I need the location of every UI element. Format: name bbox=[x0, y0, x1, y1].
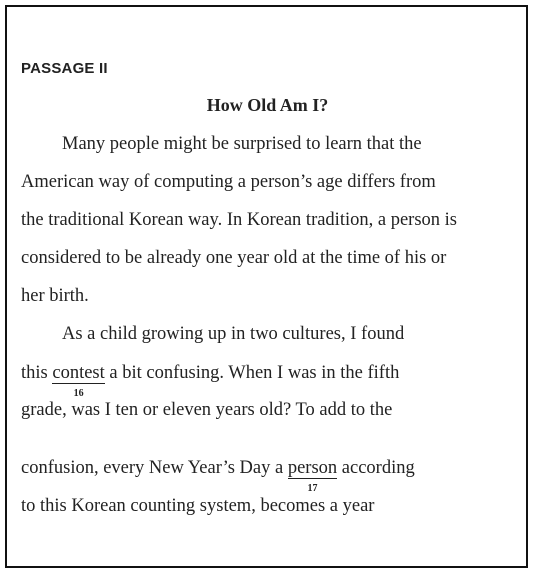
underlined-word-16-text: contest bbox=[52, 363, 105, 383]
line-9-after: according bbox=[337, 458, 415, 478]
passage-line-10: to this Korean counting system, becomes a year bbox=[21, 496, 375, 516]
passage-title: How Old Am I? bbox=[206, 95, 329, 115]
line-7-before: this bbox=[21, 363, 53, 383]
underlined-word-17[interactable] bbox=[287, 458, 338, 494]
question-number-17: 17 bbox=[307, 483, 318, 494]
passage-line-6: As a child growing up in two cultures, I found bbox=[62, 324, 405, 344]
passage-line-7 bbox=[21, 363, 400, 399]
passage-line-5: her birth. bbox=[21, 286, 89, 306]
line-9-before: confusion, every New Year’s Day a bbox=[21, 458, 288, 478]
passage-line-2: American way of computing a person’s age differs from bbox=[21, 172, 436, 192]
underlined-word-17-text: person bbox=[287, 458, 338, 478]
line-7-after: a bit confusing. When I was in the fifth bbox=[104, 363, 400, 383]
passage-label: PASSAGE II bbox=[21, 60, 108, 77]
question-number-16: 16 bbox=[73, 388, 84, 399]
passage-line-9 bbox=[21, 458, 415, 494]
underlined-word-16[interactable] bbox=[52, 363, 105, 399]
passage-line-3: the traditional Korean way. In Korean tradition, a person is bbox=[21, 210, 457, 230]
passage-line-4: considered to be already one year old at the time of his or bbox=[21, 248, 447, 268]
passage-line-8: grade, was I ten or eleven years old? To add to the bbox=[21, 400, 393, 420]
passage-line-1: Many people might be surprised to learn that the bbox=[62, 134, 422, 154]
